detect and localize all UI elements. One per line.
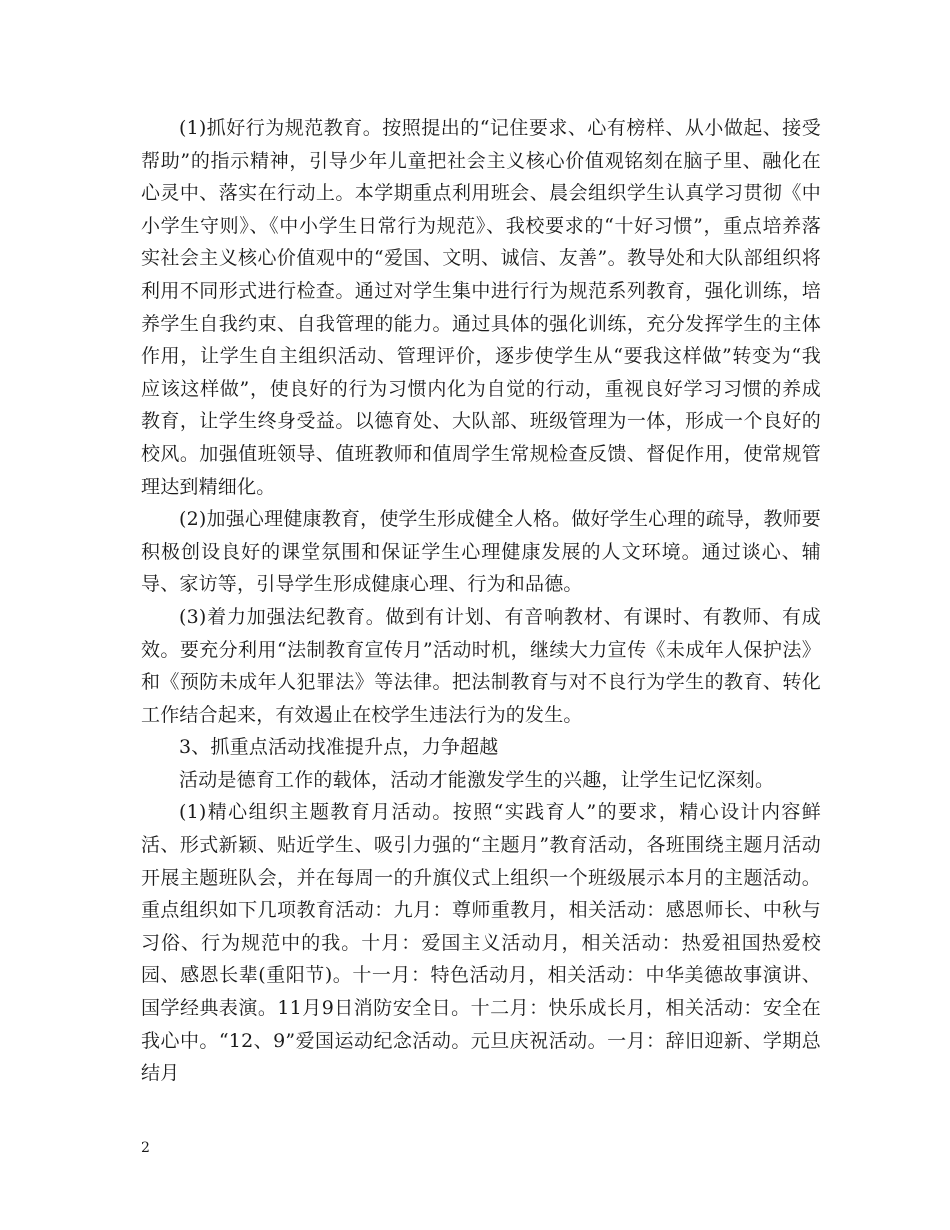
paragraph-activity-carrier: 活动是德育工作的载体，活动才能激发学生的兴趣，让学生记忆深刻。 [179, 768, 775, 791]
paragraph-legal-education: (3)着力加强法纪教育。做到有计划、有音响教材、有课时、有教师、有成效。要充分利用“法制教育宣传月”活动时机，继续大力宣传《未成年人保护法》和《预防未成年人犯罪法》等法律。把法制教育与对不良行为学生的教育、转化工作结合起来，有效遏止在校学生违法行为的发生。 [141, 605, 821, 726]
page-number: 2 [141, 1140, 150, 1156]
section-heading-key-activities: 3、抓重点活动找准提升点，力争超越 [179, 736, 499, 759]
document-body [141, 112, 821, 1090]
paragraph-theme-month: (1)精心组织主题教育月活动。按照“实践育人”的要求，精心设计内容鲜活、形式新颖、贴近学生、吸引力强的“主题月”教育活动，各班围绕主题月活动开展主题班队会，并在每周一的升旗仪式上组织一个班级展示本月的主题活动。重点组织如下几项教育活动：九月：尊师重教月，相关活动：感恩师长、中秋与习俗、行为规范中的我。十月：爱国主义活动月，相关活动：热爱祖国热爱校园、感恩长辈(重阳节)。十一月：特色活动月，相关活动：中华美德故事演讲、国学经典表演。11月9日消防安全日。十二月：快乐成长月，相关活动：安全在我心中。“12、9”爱国运动纪念活动。元旦庆祝活动。一月：辞旧迎新、学期总结月 [141, 801, 821, 1085]
paragraph-mental-health: (2)加强心理健康教育，使学生形成健全人格。做好学生心理的疏导，教师要积极创设良好的课堂氛围和保证学生心理健康发展的人文环境。通过谈心、辅导、家访等，引导学生形成健康心理、行为和品德。 [141, 508, 821, 596]
paragraph-behavior-education: (1)抓好行为规范教育。按照提出的“记住要求、心有榜样、从小做起、接受帮助”的指示精神，引导少年儿童把社会主义核心价值观铭刻在脑子里、融化在心灵中、落实在行动上。本学期重点利用班会、晨会组织学生认真学习贯彻《中小学生守则》、《中小学生日常行为规范》、我校要求的“十好习惯”，重点培养落实社会主义核心价值观中的“爱国、文明、诚信、友善”。教导处和大队部组织将利用不同形式进行检查。通过对学生集中进行行为规范系列教育，强化训练，培养学生自我约束、自我管理的能力。通过具体的强化训练，充分发挥学生的主体作用，让学生自主组织活动、管理评价，逐步使学生从“要我这样做”转变为“我应该这样做”，使良好的行为习惯内化为自觉的行动，重视良好学习习惯的养成教育，让学生终身受益。以德育处、大队部、班级管理为一体，形成一个良好的校风。加强值班领导、值班教师和值周学生常规检查反馈、督促作用，使常规管理达到精细化。 [141, 117, 821, 498]
